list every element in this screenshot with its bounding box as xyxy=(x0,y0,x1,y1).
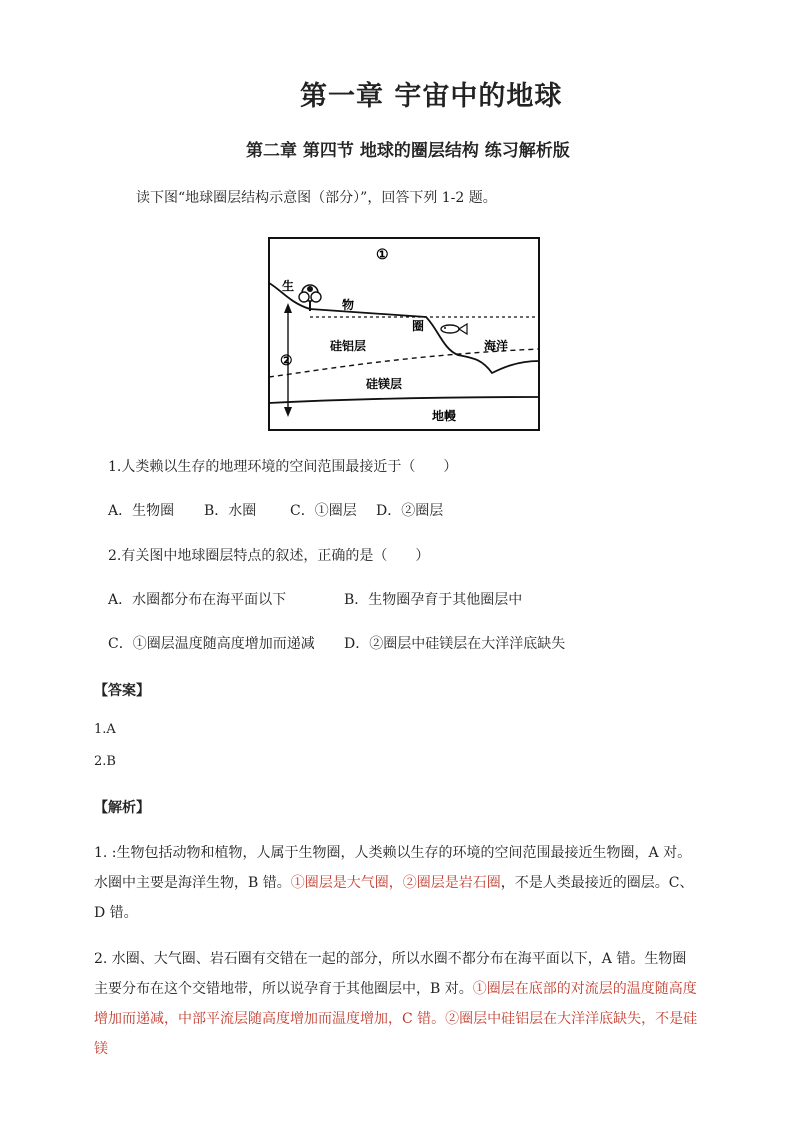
label-mantle: 地幔 xyxy=(432,409,457,423)
analysis-1-part-a: 1. :生物包括动物和植物，人属于生物圈，人类赖以生存的环境的空间范围最接近生物圈，A 对。水圈中主要是海洋生物，B 错。 xyxy=(94,845,692,891)
label-wu: 物 xyxy=(342,298,355,312)
label-sima: 硅镁层 xyxy=(366,377,403,391)
q1-option-a: A．生物圈 xyxy=(108,503,175,519)
earth-sphere-diagram xyxy=(268,237,540,431)
question-1-stem: 1.人类赖以生存的地理环境的空间范围最接近于（ ） xyxy=(108,459,458,475)
answer-heading: 【答案】 xyxy=(94,683,150,699)
q2-option-b: B．生物圈孕育于其他圈层中 xyxy=(344,592,523,608)
diagram-svg xyxy=(268,237,540,431)
q2-option-d: D．②圈层中硅镁层在大洋洋底缺失 xyxy=(344,636,566,652)
section-title: 第二章 第四节 地球的圈层结构 练习解析版 xyxy=(246,141,570,161)
q1-option-c: C．①圈层 xyxy=(290,503,357,519)
label-sheng: 生 xyxy=(282,279,295,293)
answer-2: 2.B xyxy=(94,754,116,769)
intro-text: 读下图“地球圈层结构示意图（部分）”，回答下列 1-2 题。 xyxy=(136,190,497,206)
chapter-title: 第一章 宇宙中的地球 xyxy=(300,81,563,112)
q2-option-c: C．①圈层温度随高度增加而递减 xyxy=(108,636,315,652)
q1-option-d: D．②圈层 xyxy=(376,503,444,519)
answer-1: 1.A xyxy=(94,722,116,737)
analysis-heading: 【解析】 xyxy=(94,800,150,816)
label-sial: 硅铝层 xyxy=(330,339,367,353)
analysis-paragraph-1 xyxy=(94,838,700,928)
analysis-2-part-a: 2. 水圈、大气圈、岩石圈有交错在一起的部分，所以水圈不都分布在海平面以下，A 错。生物圈主要分布在这个交错地带，所以说孕育于其他圈层中，B 对。 xyxy=(94,951,687,997)
analysis-2-highlight-1: ①圈层在底部的对流层的温度随高度增加而递减，中部平流层随高度增加而温度增加，C 错。 xyxy=(94,981,697,1027)
label-ocean: 海洋 xyxy=(484,339,509,353)
label-quan: 圈 xyxy=(412,319,425,333)
question-2-stem: 2.有关图中地球圈层特点的叙述，正确的是（ ） xyxy=(108,548,430,564)
analysis-1-part-c: ，不是人类最接近的圈层。C、D 错。 xyxy=(94,875,694,921)
analysis-1-highlight: ①圈层是大气圈，②圈层是岩石圈 xyxy=(290,875,501,891)
q1-option-b: B．水圈 xyxy=(204,503,257,519)
q2-option-a: A．水圈都分布在海平面以下 xyxy=(108,592,287,608)
analysis-paragraph-2 xyxy=(94,944,700,1064)
analysis-2-highlight-2: ②圈层中硅铝层在大洋洋底缺失，不是硅镁 xyxy=(94,1011,698,1057)
label-circle1: ① xyxy=(376,247,389,263)
label-circle2: ② xyxy=(280,353,293,369)
